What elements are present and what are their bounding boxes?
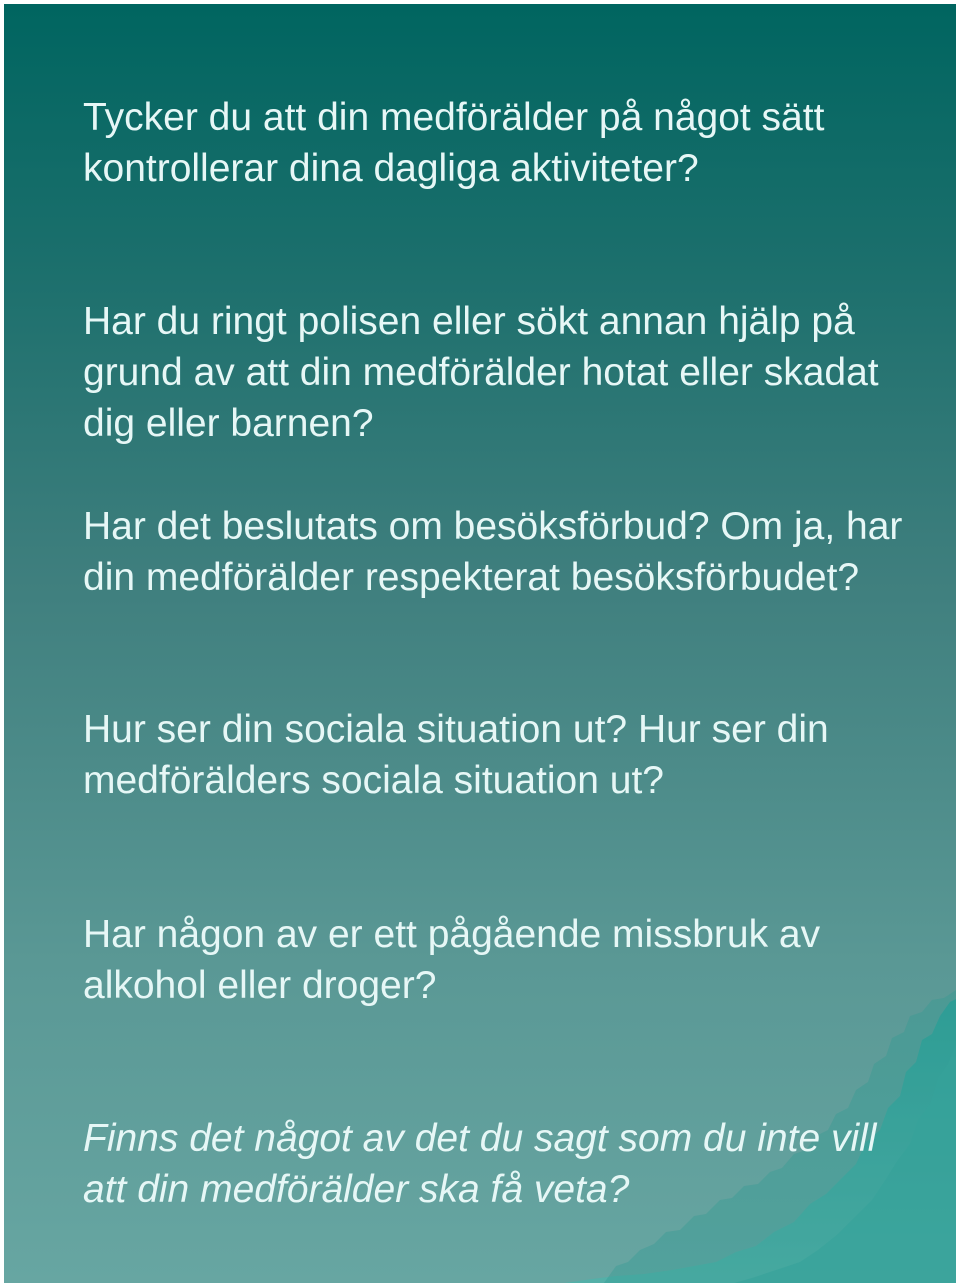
question-confidential-information: Finns det något av det du sagt som du inte vill att din medförälder ska få veta?	[83, 1117, 877, 1211]
question-substance-abuse: Har någon av er ett pågående missbruk av alkohol eller droger?	[83, 913, 821, 1007]
mountain-illustration	[4, 4, 956, 1283]
page-background	[4, 4, 956, 1283]
question-restraining-order: Har det beslutats om besöksförbud? Om ja, har din medförälder respekterat besöksförbudet?	[83, 505, 903, 599]
question-controlling-activities: Tycker du att din medförälder på något sätt kontrollerar dina dagliga aktiviteter?	[83, 96, 825, 190]
question-police-help: Har du ringt polisen eller sökt annan hjälp på grund av att din medförälder hotat eller skadat dig eller barnen?	[83, 300, 879, 445]
question-social-situation: Hur ser din sociala situation ut? Hur ser din medförälders sociala situation ut?	[83, 708, 829, 802]
